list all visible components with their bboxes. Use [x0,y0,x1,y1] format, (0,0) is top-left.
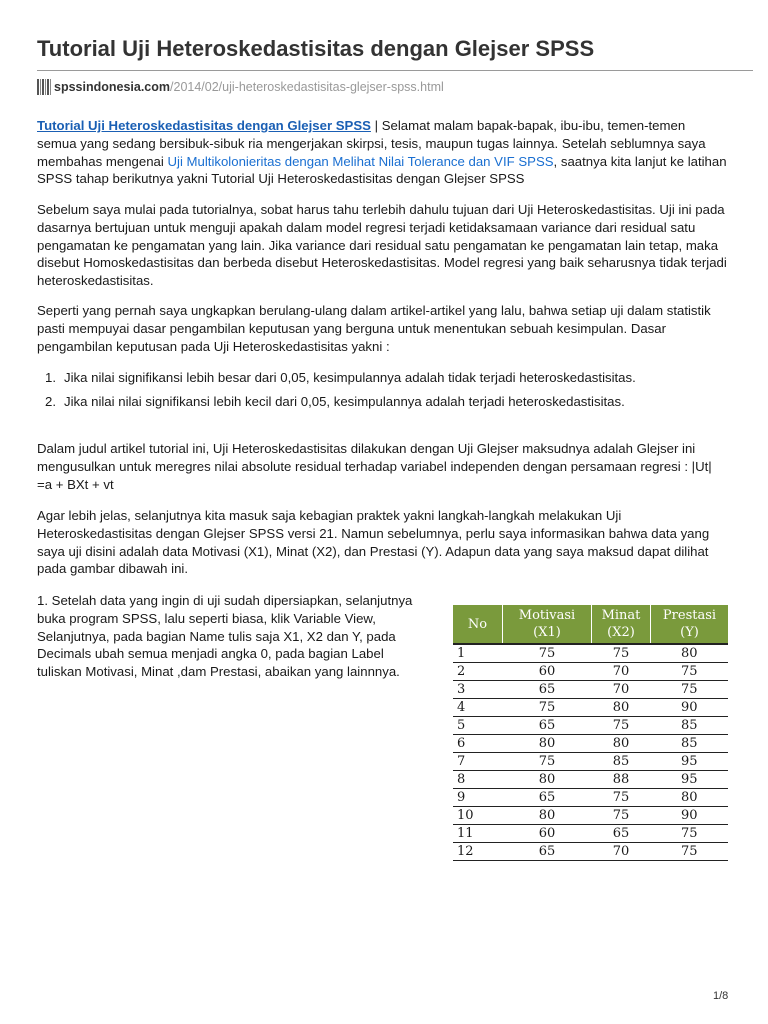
source-url[interactable] [37,79,444,95]
table-cell: 70 [592,681,651,699]
source-path[interactable]: /2014/02/uji-heteroskedastisitas-glejser-spss.html [170,80,444,94]
table-row [453,843,728,861]
table-cell: 75 [592,644,651,663]
decision-list [37,369,727,417]
table-cell: 65 [503,681,592,699]
table-cell: 4 [453,699,503,717]
intro-text-a: | Selamat malam bapak-bapak, ibu-ibu, temen-temen semua yang sedang bersibuk-sibuk ria mengerjakan skirpsi, tesis, maupun tugas lainnya. Setelah seblumnya saya membahas mengenai [37,118,706,169]
table-row [453,717,728,735]
table-cell: 85 [592,753,651,771]
table-cell: 75 [651,825,729,843]
table-row [453,807,728,825]
list-item: 2. Jika nilai nilai signifikansi lebih kecil dari 0,05, kesimpulannya adalah terjadi heteroskedastisitas. [45,394,625,409]
table-cell: 6 [453,735,503,753]
table-cell: 90 [651,699,729,717]
table-cell: 88 [592,771,651,789]
table-cell: 75 [592,717,651,735]
table-cell: 60 [503,663,592,681]
table-row [453,644,728,663]
table-row [453,753,728,771]
header-minat: Minat (X2) [592,605,651,644]
table-cell: 7 [453,753,503,771]
table-cell: 9 [453,789,503,807]
data-table [453,605,728,861]
table-cell: 80 [651,789,729,807]
table-cell: 95 [651,753,729,771]
list-item: 1. Jika nilai signifikansi lebih besar dari 0,05, kesimpulannya adalah tidak terjadi heteroskedastisitas. [45,370,636,385]
table-row [453,699,728,717]
header-no: No [453,605,503,644]
table-cell: 70 [592,843,651,861]
table-cell: 75 [503,644,592,663]
title-link[interactable]: Tutorial Uji Heteroskedastisitas dengan Glejser SPSS [37,118,371,133]
table-row [453,789,728,807]
page-number: 1/8 [713,990,729,1002]
table-cell: 75 [651,663,729,681]
table-cell: 3 [453,681,503,699]
intro-text-b: , saatnya kita lanjut ke latihan SPSS tahap berikutnya yakni Tutorial Uji Heteroskedastisitas dengan Glejser SPSS [37,153,727,187]
table-cell: 85 [651,735,729,753]
page-title: Tutorial Uji Heteroskedastisitas dengan Glejser SPSS [37,36,595,61]
table-cell: 75 [503,753,592,771]
table-cell: 85 [651,717,729,735]
table-cell: 5 [453,717,503,735]
source-domain[interactable]: spssindonesia.com [54,80,171,94]
table-row [453,681,728,699]
table-cell: 60 [503,825,592,843]
multikolonieritas-link[interactable]: Uji Multikolonieritas dengan Melihat Nilai Tolerance dan VIF SPSS [167,153,554,169]
table-cell: 95 [651,771,729,789]
decision-intro-paragraph: Seperti yang pernah saya ungkapkan berulang-ulang dalam artikel-artikel yang lalu, bahwa setiap uji dalam statistik pasti mempuyai dasar pengambilan keputusan yang berguna untuk menentukan sebuah kesimpulan. Dasar pengambilan keputusan pada Uji Heteroskedastisitas yakni : [37,303,711,354]
table-cell: 65 [503,717,592,735]
table-header-row [453,605,728,644]
intro-paragraph [37,117,727,188]
table-cell: 75 [651,843,729,861]
table-row [453,735,728,753]
table-cell: 10 [453,807,503,825]
table-cell: 1 [453,644,503,663]
table-cell: 80 [503,735,592,753]
table-cell: 75 [592,789,651,807]
table-cell: 80 [651,644,729,663]
table-cell: 75 [503,699,592,717]
table-cell: 65 [592,825,651,843]
table-cell: 8 [453,771,503,789]
table-cell: 90 [651,807,729,825]
barcode-icon [37,79,51,95]
glejser-paragraph: Dalam judul artikel tutorial ini, Uji Heteroskedastisitas dilakukan dengan Uji Glejser maksudnya adalah Glejser ini mengusulkan untuk meregres nilai absolute residual terhadap variabel independen dengan persamaan regresi : |Ut| =a + BXt + vt [37,441,712,492]
table-row [453,663,728,681]
table-cell: 12 [453,843,503,861]
purpose-paragraph: Sebelum saya mulai pada tutorialnya, sobat harus tahu terlebih dahulu tujuan dari Uji Heteroskedastisitas. Uji ini pada dasarnya bertujuan untuk menguji apakah dalam model regresi terjadi ketidaksamaan variance dari residual satu pengamatan ke pengamatan yang lain. Jika variance dari residual satu pengamatan ke pengamatan lain tetap, maka disebut Homoskedastisitas dan berbeda disebut Heteroskedastisitas. Model regresi yang baik seharusnya tidak terjadi heteroskedastisitas. [37,202,727,289]
header-motivasi: Motivasi (X1) [503,605,592,644]
table-cell: 80 [592,735,651,753]
table-cell: 65 [503,843,592,861]
table-row [453,825,728,843]
practice-paragraph: Agar lebih jelas, selanjutnya kita masuk saja kebagian praktek yakni langkah-langkah melakukan Uji Heteroskedastisitas dengan Glejser SPSS versi 21. Namun sebelumnya, perlu saya informasikan bahwa data yang saya uji disini adalah data Motivasi (X1), Minat (X2), dan Prestasi (Y). Adapun data yang saya maksud dapat dilihat pada gambar dibawah ini. [37,508,710,577]
table-cell: 80 [503,807,592,825]
table-cell: 11 [453,825,503,843]
step-1-paragraph: 1. Setelah data yang ingin di uji sudah dipersiapkan, selanjutnya buka program SPSS, lalu seperti biasa, klik Variable View, Selanjutnya, pada bagian Name tulis saja X1, X2 dan Y, pada Decimals ubah semua menjadi angka 0, pada bagian Label tuliskan Motivasi, Minat ,dam Prestasi, abaikan yang lainnnya. [37,593,413,680]
table-cell: 75 [592,807,651,825]
table-cell: 2 [453,663,503,681]
table-cell: 80 [592,699,651,717]
table-row [453,771,728,789]
table-cell: 80 [503,771,592,789]
header-prestasi: Prestasi (Y) [651,605,729,644]
table-cell: 70 [592,663,651,681]
table-cell: 65 [503,789,592,807]
title-divider [37,70,753,71]
table-cell: 75 [651,681,729,699]
